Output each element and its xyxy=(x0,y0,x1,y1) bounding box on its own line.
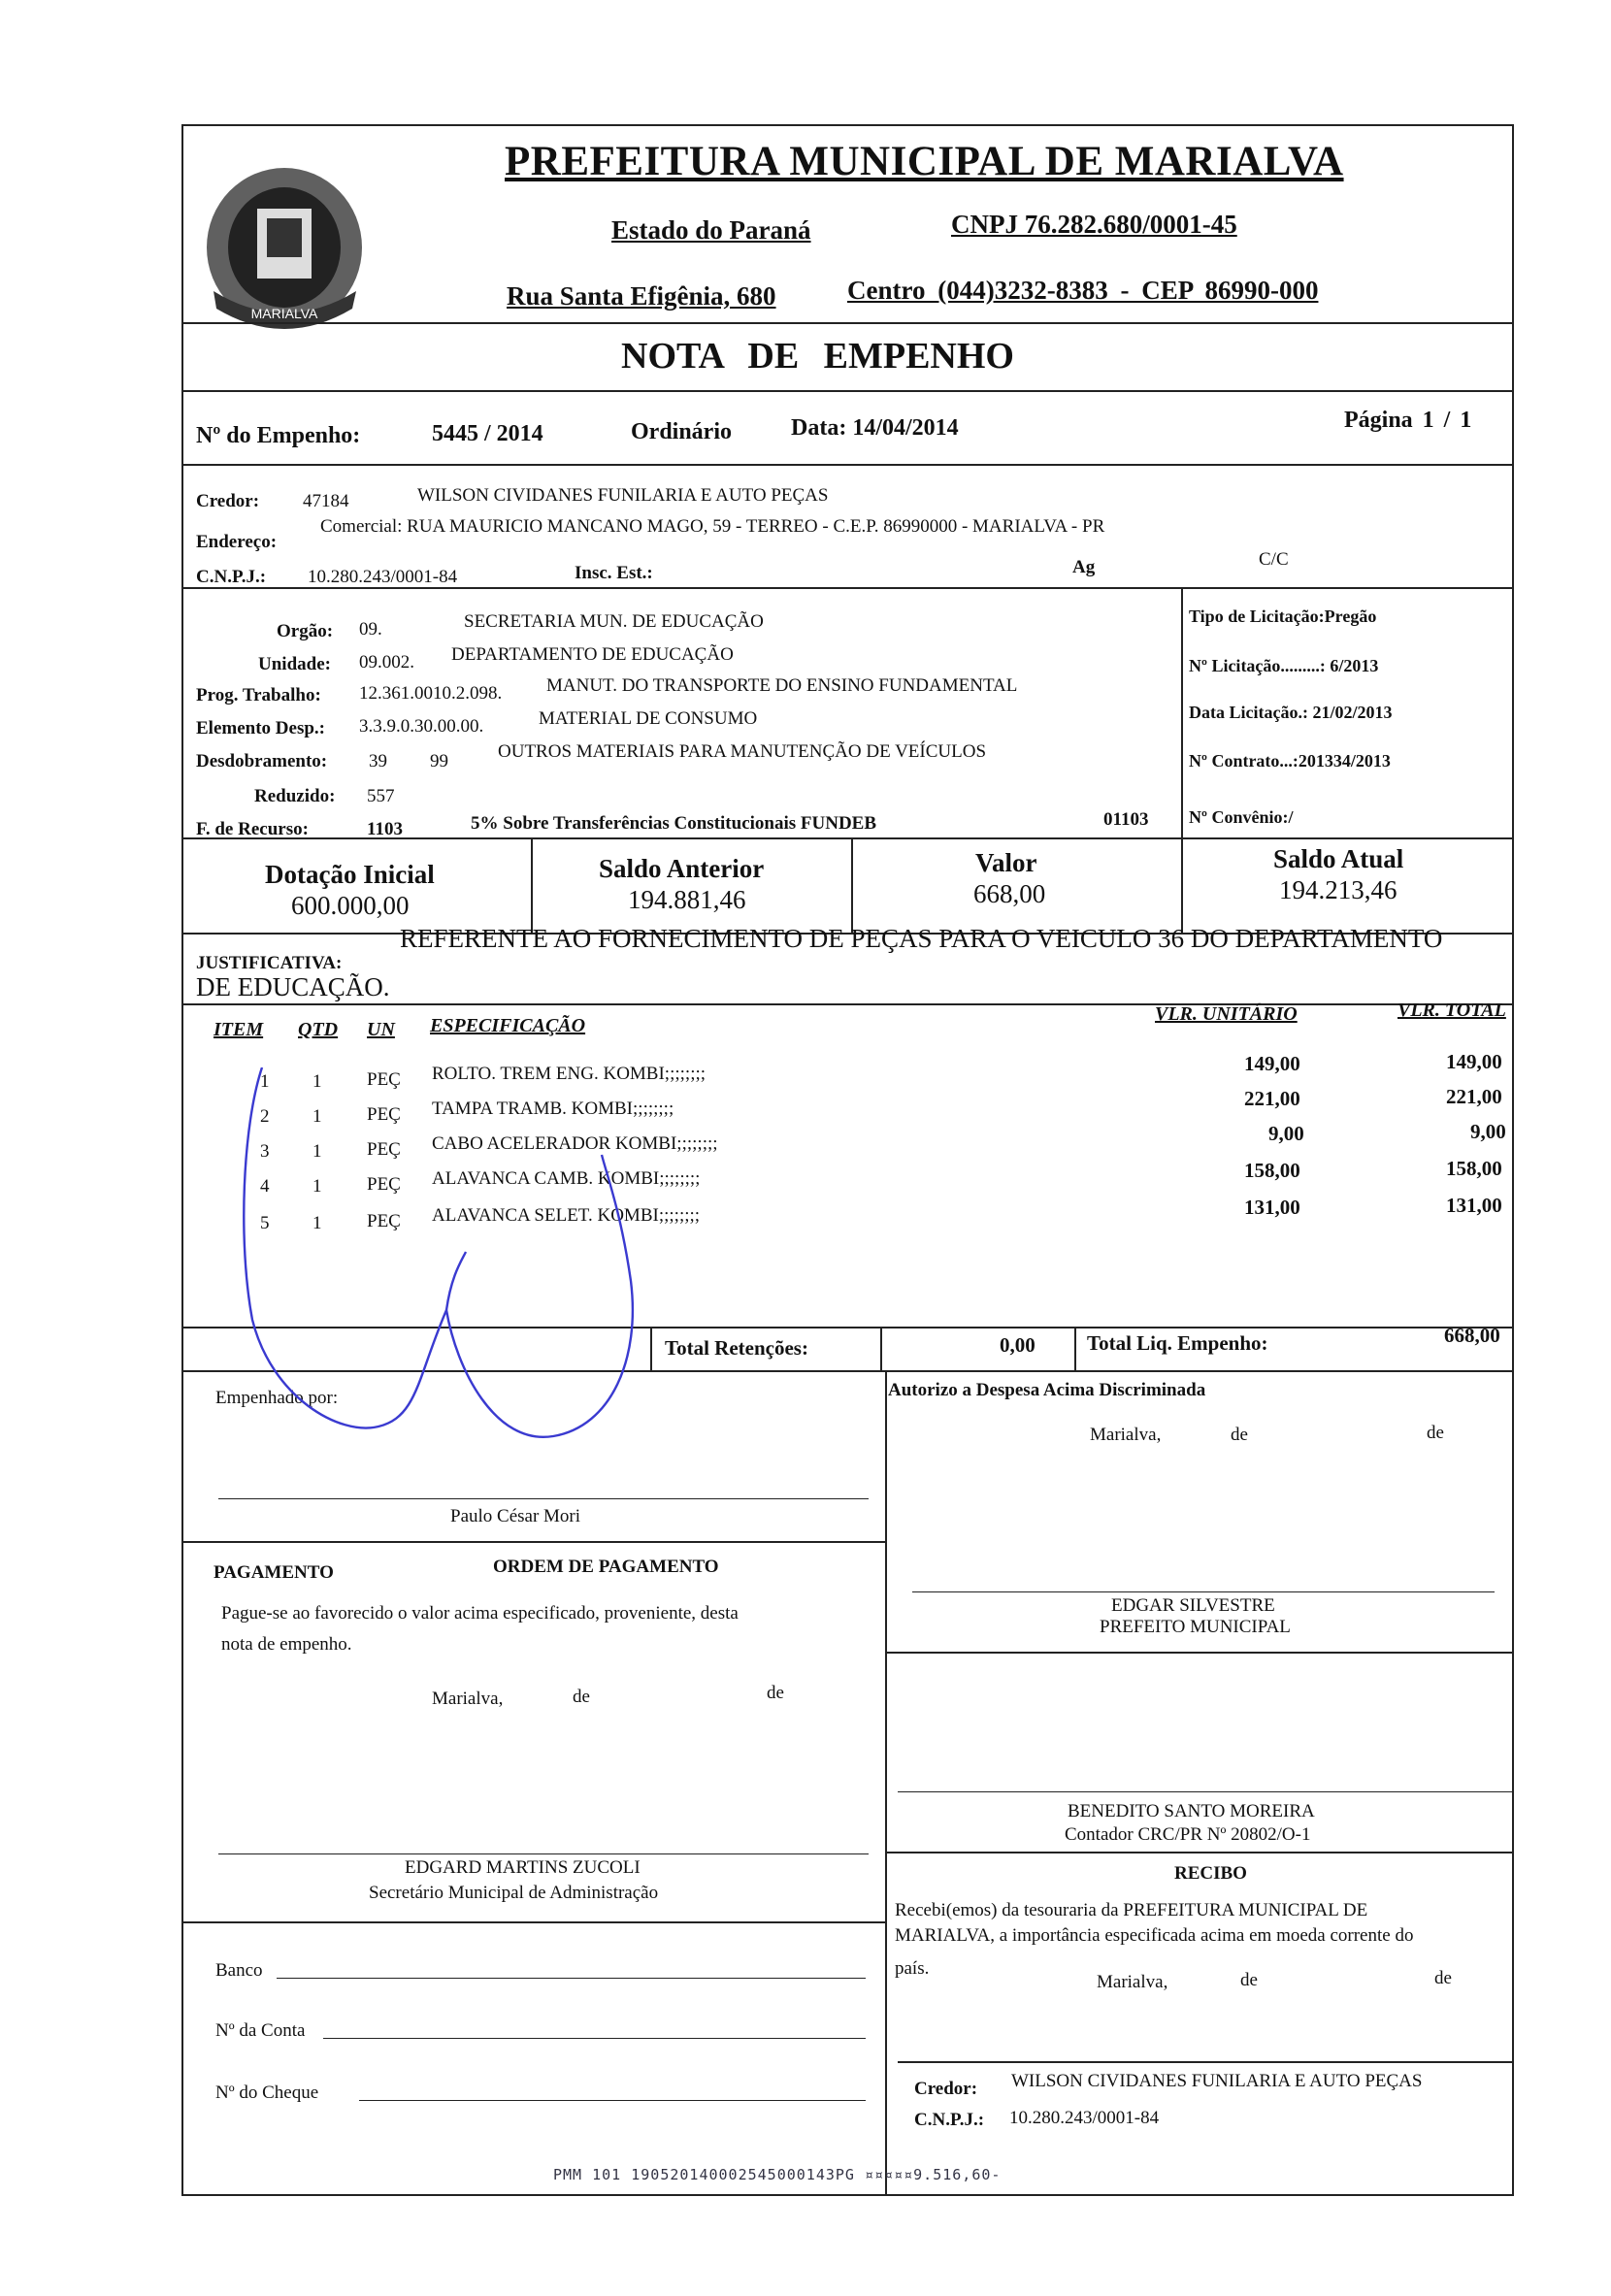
fonte-recurso-name: 5% Sobre Transferências Constitucionais FUNDEB xyxy=(471,813,877,834)
item-un: PEÇ xyxy=(367,1139,401,1160)
valor-value: 668,00 xyxy=(973,879,1046,908)
justificativa-line1: REFERENTE AO FORNECIMENTO DE PEÇAS PARA O VEICULO 36 DO DEPARTAMENTO xyxy=(400,924,1443,953)
autorizo-de1: de xyxy=(1231,1425,1248,1445)
item-number: 2 xyxy=(260,1106,270,1127)
pagamento-de1: de xyxy=(573,1687,590,1707)
footer-cnpj-label: C.N.P.J.: xyxy=(914,2110,985,2130)
coat-of-arms-seal xyxy=(189,155,378,349)
item-qtd: 1 xyxy=(312,1071,322,1092)
municipality-title: PREFEITURA MUNICIPAL DE MARIALVA xyxy=(505,139,1344,184)
fonte-recurso-label: F. de Recurso: xyxy=(196,819,309,839)
unidade-name: DEPARTAMENTO DE EDUCAÇÃO xyxy=(451,644,734,665)
recibo-line1: Recebi(emos) da tesouraria da PREFEITURA MUNICIPAL DE xyxy=(895,1900,1368,1920)
secretario-role: Secretário Municipal de Administração xyxy=(369,1883,659,1903)
insc-est-label: Insc. Est.: xyxy=(575,563,653,583)
item-spec: TAMPA TRAMB. KOMBI;;;;;;;; xyxy=(432,1099,674,1119)
autorizo-city: Marialva, xyxy=(1090,1425,1162,1445)
desdobramento-name: OUTROS MATERIAIS PARA MANUTENÇÃO DE VEÍCULOS xyxy=(498,741,987,762)
empenhado-por-name: Paulo César Mori xyxy=(450,1506,581,1526)
desdobramento-code1: 39 xyxy=(369,751,387,771)
prog-trabalho-code: 12.361.0010.2.098. xyxy=(359,683,503,704)
item-total: 9,00 xyxy=(1470,1120,1506,1143)
elemento-desp-name: MATERIAL DE CONSUMO xyxy=(539,708,758,729)
numero-conta-label: Nº da Conta xyxy=(215,2020,306,2041)
reduzido-value: 557 xyxy=(367,786,395,806)
item-total: 221,00 xyxy=(1446,1085,1502,1108)
justificativa-line2: DE EDUCAÇÃO. xyxy=(196,972,390,1001)
numero-convenio: Nº Convênio:/ xyxy=(1189,807,1294,827)
item-unit-price: 9,00 xyxy=(1268,1122,1304,1145)
total-retencoes-value: 0,00 xyxy=(1000,1333,1036,1357)
numero-cheque-label: Nº do Cheque xyxy=(215,2083,319,2103)
empenho-type: Ordinário xyxy=(631,419,733,444)
address-label: Rua Santa Efigênia, 680 xyxy=(507,281,776,311)
prefeito-name: EDGAR SILVESTRE xyxy=(1111,1595,1275,1616)
elemento-desp-label: Elemento Desp.: xyxy=(196,718,325,738)
col-qtd: QTD xyxy=(298,1019,339,1040)
valor-label: Valor xyxy=(975,848,1037,877)
item-total: 131,00 xyxy=(1446,1194,1502,1217)
item-total: 158,00 xyxy=(1446,1157,1502,1180)
item-qtd: 1 xyxy=(312,1176,322,1197)
cnpj-label: CNPJ 76.282.680/0001-45 xyxy=(951,210,1237,239)
conta-corrente-label: C/C xyxy=(1259,549,1289,570)
credor-address: Comercial: RUA MAURICIO MANCANO MAGO, 59 - TERREO - C.E.P. 86990000 - MARIALVA - PR xyxy=(320,516,1105,537)
endereco-label: Endereço: xyxy=(196,532,278,552)
autorizo-de2: de xyxy=(1427,1423,1444,1443)
empenho-date: Data: 14/04/2014 xyxy=(791,415,959,441)
item-spec: ALAVANCA CAMB. KOMBI;;;;;;;; xyxy=(432,1168,701,1189)
data-licitacao: Data Licitação.: 21/02/2013 xyxy=(1189,703,1393,722)
item-spec: CABO ACELERADOR KOMBI;;;;;;;; xyxy=(432,1133,718,1154)
pagamento-city: Marialva, xyxy=(432,1689,504,1709)
ordem-pagamento-label: ORDEM DE PAGAMENTO xyxy=(493,1557,719,1577)
cnpj-credor-label: C.N.P.J.: xyxy=(196,567,267,587)
saldo-anterior-value: 194.881,46 xyxy=(628,885,746,914)
col-item: ITEM xyxy=(214,1019,264,1040)
credor-code: 47184 xyxy=(303,491,349,511)
recibo-de2: de xyxy=(1434,1968,1452,1988)
item-qtd: 1 xyxy=(312,1213,322,1233)
item-un: PEÇ xyxy=(367,1104,401,1125)
footer-credor-label: Credor: xyxy=(914,2079,978,2099)
banco-label: Banco xyxy=(215,1960,263,1981)
tipo-licitacao: Tipo de Licitação:Pregão xyxy=(1189,607,1377,626)
unidade-code: 09.002. xyxy=(359,652,414,672)
contador-name: BENEDITO SANTO MOREIRA xyxy=(1068,1801,1315,1821)
barcode-text: PMM 101 190520140002545000143PG ¤¤¤¤¤9.516,60- xyxy=(553,2166,1002,2183)
item-qtd: 1 xyxy=(312,1141,322,1162)
footer-credor-name: WILSON CIVIDANES FUNILARIA E AUTO PEÇAS xyxy=(1011,2071,1423,2091)
item-unit-price: 131,00 xyxy=(1244,1196,1300,1219)
document-title: NOTA DE EMPENHO xyxy=(621,336,1014,377)
saldo-anterior-label: Saldo Anterior xyxy=(599,854,765,883)
empenhado-por-label: Empenhado por: xyxy=(215,1388,339,1408)
item-spec: ROLTO. TREM ENG. KOMBI;;;;;;;; xyxy=(432,1064,707,1084)
fonte-recurso-number: 01103 xyxy=(1103,809,1149,830)
recibo-de1: de xyxy=(1240,1970,1258,1990)
secretario-name: EDGARD MARTINS ZUCOLI xyxy=(405,1857,641,1878)
total-retencoes-label: Total Retenções: xyxy=(665,1336,808,1360)
prefeito-role: PREFEITO MUNICIPAL xyxy=(1100,1617,1291,1637)
col-especificacao: ESPECIFICAÇÃO xyxy=(430,1015,586,1036)
desdobramento-code2: 99 xyxy=(430,751,448,771)
item-spec: ALAVANCA SELET. KOMBI;;;;;;;; xyxy=(432,1205,701,1226)
saldo-atual-value: 194.213,46 xyxy=(1279,875,1397,904)
credor-label: Credor: xyxy=(196,491,260,511)
numero-licitacao: Nº Licitação.........: 6/2013 xyxy=(1189,656,1379,675)
fonte-recurso-code: 1103 xyxy=(367,819,403,839)
recibo-line3: país. xyxy=(895,1958,930,1979)
justificativa-label: JUSTIFICATIVA: xyxy=(196,953,343,973)
col-vlr-total: VLR. TOTAL xyxy=(1397,1000,1506,1021)
saldo-atual-label: Saldo Atual xyxy=(1273,844,1404,873)
total-liquido-label: Total Liq. Empenho: xyxy=(1087,1331,1268,1355)
dotacao-inicial-value: 600.000,00 xyxy=(291,891,410,920)
agencia-label: Ag xyxy=(1072,557,1096,577)
pagamento-label: PAGAMENTO xyxy=(214,1562,334,1583)
item-number: 3 xyxy=(260,1141,270,1162)
item-total: 149,00 xyxy=(1446,1050,1502,1073)
unidade-label: Unidade: xyxy=(258,654,331,674)
item-number: 1 xyxy=(260,1071,270,1092)
numero-contrato: Nº Contrato...:201334/2013 xyxy=(1189,751,1391,771)
desdobramento-label: Desdobramento: xyxy=(196,751,328,771)
footer-cnpj-value: 10.280.243/0001-84 xyxy=(1009,2108,1160,2128)
prog-trabalho-label: Prog. Trabalho: xyxy=(196,685,321,705)
item-un: PEÇ xyxy=(367,1211,401,1231)
contact-label: Centro (044)3232-8383 - CEP 86990-000 xyxy=(847,276,1319,305)
orgao-code: 09. xyxy=(359,619,382,640)
item-un: PEÇ xyxy=(367,1069,401,1090)
item-unit-price: 221,00 xyxy=(1244,1087,1300,1110)
contador-role: Contador CRC/PR Nº 20802/O-1 xyxy=(1065,1824,1311,1845)
item-un: PEÇ xyxy=(367,1174,401,1195)
pagamento-text-line1: Pague-se ao favorecido o valor acima especificado, proveniente, desta xyxy=(221,1603,739,1624)
pagamento-text-line2: nota de empenho. xyxy=(221,1634,352,1655)
handwritten-signature xyxy=(233,1067,650,1475)
elemento-desp-code: 3.3.9.0.30.00.00. xyxy=(359,716,484,737)
svg-text:MARIALVA: MARIALVA xyxy=(250,306,318,321)
orgao-label: Orgão: xyxy=(277,621,334,641)
credor-cnpj: 10.280.243/0001-84 xyxy=(308,567,458,587)
recibo-title: RECIBO xyxy=(1174,1863,1247,1884)
item-unit-price: 158,00 xyxy=(1244,1159,1300,1182)
empenho-number-label: Nº do Empenho: xyxy=(196,423,361,448)
page-indicator: Página 1 / 1 xyxy=(1344,408,1472,433)
autorizo-label: Autorizo a Despesa Acima Discriminada xyxy=(888,1380,1206,1400)
item-number: 5 xyxy=(260,1213,270,1233)
item-qtd: 1 xyxy=(312,1106,322,1127)
dotacao-inicial-label: Dotação Inicial xyxy=(265,860,435,889)
reduzido-label: Reduzido: xyxy=(254,786,336,806)
orgao-name: SECRETARIA MUN. DE EDUCAÇÃO xyxy=(464,611,764,632)
credor-name: WILSON CIVIDANES FUNILARIA E AUTO PEÇAS xyxy=(417,485,829,506)
col-vlr-unitario: VLR. UNITÁRIO xyxy=(1155,1003,1298,1025)
total-liquido-value: 668,00 xyxy=(1444,1324,1500,1347)
pagamento-de2: de xyxy=(767,1683,784,1703)
col-un: UN xyxy=(367,1019,395,1040)
state-label: Estado do Paraná xyxy=(611,215,811,245)
prog-trabalho-name: MANUT. DO TRANSPORTE DO ENSINO FUNDAMENTAL xyxy=(546,675,1018,696)
recibo-line2: MARIALVA, a importância especificada acima em moeda corrente do xyxy=(895,1925,1414,1946)
item-unit-price: 149,00 xyxy=(1244,1052,1300,1075)
empenho-number: 5445 / 2014 xyxy=(432,421,543,446)
item-number: 4 xyxy=(260,1176,270,1197)
recibo-city: Marialva, xyxy=(1097,1972,1168,1992)
